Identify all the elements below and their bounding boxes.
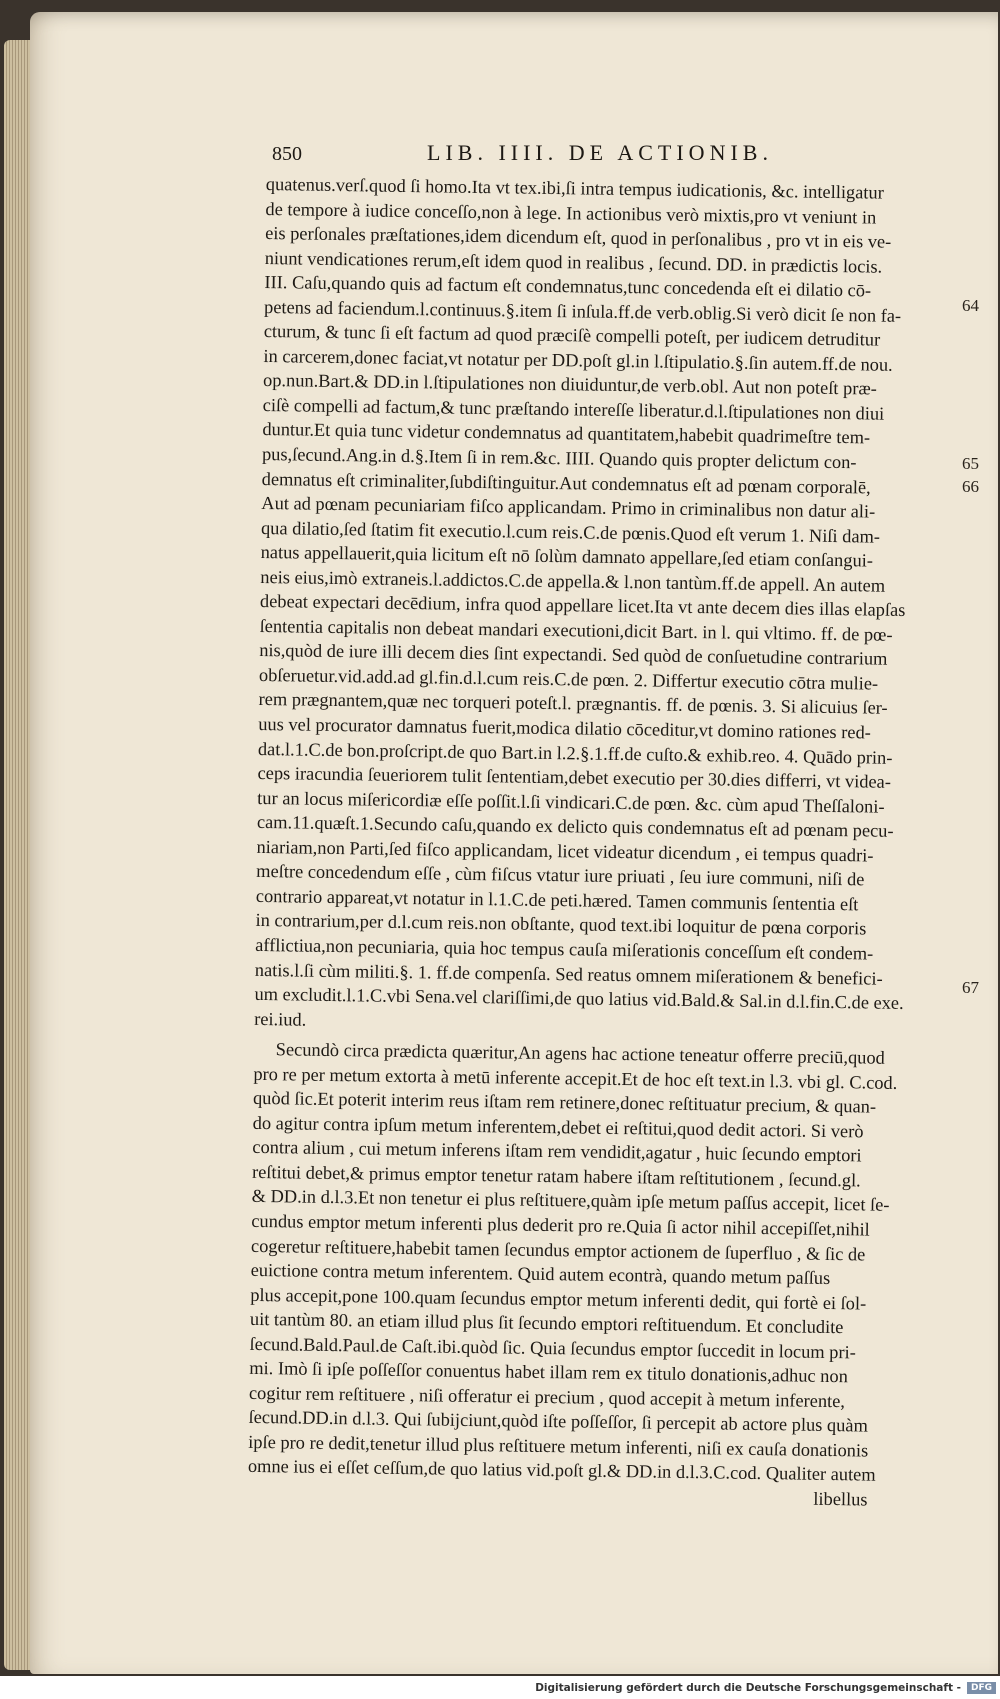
- text-line: cogitur rem reſtituere , niſi offeratur ei precium , quod accepit à metum inferente,: [248, 1382, 846, 1411]
- text-line: ſecund.Bald.Paul.de Caſt.ibi.quòd ſic. Quia ſecundus emptor ſuccedit in locum pri-: [249, 1333, 856, 1363]
- text-line: petens ad faciendum.l.continuus.§.item ſi inſula.ff.de verb.oblig.Si verò dicit ſe non fa-: [263, 296, 902, 326]
- text-line: ceps iracundia ſeueriorem tulit ſententiam,debet executio per 30.dies differri, vt videa-: [257, 763, 892, 792]
- text-line: meſtre concedendum eſſe , cùm fiſcus vtatur iure priuati , ſeu iure communi, niſi de: [256, 861, 865, 890]
- running-head: [272, 140, 932, 166]
- text-line: niariam,non Parti,ſed fiſco applicandam, licet videatur dicendum , ei tempus quadri-: [256, 836, 874, 866]
- margin-number: 67: [962, 978, 979, 997]
- paragraph-block-1: [254, 172, 956, 1041]
- text-line: in contrarium,per d.l.cum reis.non obſtante, quod text.ibi loquitur de pœna corporis: [255, 910, 867, 939]
- catchword: libellus: [813, 1488, 868, 1510]
- text-line: quòd ſic.Et poterit interim reus iſtam rem retinere,donec reſtituatur precium, & quan-: [252, 1088, 877, 1117]
- text-line: tur an locus miſericordiæ eſſe poſſit.l.ſi vindicari.C.de pœn. &c. cùm apud Theſſaloni-: [257, 787, 885, 817]
- text-line: cam.11.quæſt.1.Secundo caſu,quando ex delicto quis condemnatus eſt ad pœnam pecu-: [256, 812, 894, 842]
- text-line: debeat expectari decēdium, infra quod appellare licet.Ita vt ante decem dies illas elapſas: [259, 591, 906, 621]
- text-line: cogeretur reſtituere,habebit tamen ſecundus emptor actionem de ſuperfluo , & ſic de: [250, 1235, 866, 1264]
- text-line: duntur.Et quia tunc videtur condemnatus ad quantitatem,habebit quadrimeſtre tem-: [262, 419, 871, 448]
- text-line: & DD.in d.l.3.Et non tenetur ei plus reſtituere,quàm ipſe metum paſſus accepit, licet ſe-: [251, 1186, 890, 1216]
- text-line: omne ius ei eſſet ceſſum,de quo latius vid.poſt gl.& DD.in d.l.3.C.cod. Qualiter autem: [247, 1456, 876, 1486]
- text-line: uit tantùm 80. an etiam illud plus ſit ſecundo emptori reſtituendum. Et concludite: [249, 1309, 844, 1338]
- footer-credit: Digitalisierung gefördert durch die Deutsche Forschungsgemeinschaft -: [535, 1681, 961, 1694]
- text-line: qua dilatio,ſed ſtatim fit executio.l.cum reis.C.de pœnis.Quod eſt verum 1. Niſi dam-: [260, 517, 881, 547]
- body-text: [247, 172, 956, 1513]
- text-line: dat.l.1.C.de bon.proſcript.de quo Bart.in l.2.§.1.ff.de cuſto.& exhib.reo. 4. Quādo prin-: [257, 738, 893, 768]
- text-line: obſeruetur.vid.add.ad gl.fin.d.l.cum reis.C.de pœn. 2. Differtur executio cōtra mulie-: [258, 664, 879, 694]
- text-line: Aut ad pœnam pecuniariam fiſco applicandam. Primo in criminalibus non datur ali-: [261, 493, 876, 522]
- text-line: rei.iud.: [254, 1008, 307, 1030]
- text-line: contrario appareat,vt notatur in l.1.C.de peti.hæred. Tamen communis ſententia eſt: [255, 885, 859, 915]
- text-line: nis,quòd de iure illi decem dies ſint expectandi. Sed quòd de conſuetudine contrarium: [259, 640, 888, 670]
- text-line: pro re per metum extorta à metū inferente accepit.Et de hoc eſt text.in l.3. vbi gl. C.cod.: [253, 1063, 898, 1093]
- text-line: plus accepit,pone 100.quam ſecundus emptor metum inferenti dedit, qui fortè ei ſol-: [250, 1284, 867, 1314]
- text-line: neis eius,imò extraneis.l.addictos.C.de appella.& l.non tantùm.ff.de appell. An autem: [260, 566, 886, 596]
- text-line: natus appellauerit,quia licitum eſt nō ſolùm damnato appellare,ſed etiam conſangui-: [260, 542, 874, 571]
- text-line: pus,ſecund.Ang.in d.§.Item ſi in rem.&c. IIII. Quando quis propter delictum con-: [261, 443, 857, 473]
- text-line: afflictiua,non pecuniaria, quia hoc tempus cauſa miſerationis conceſſum eſt condem-: [255, 934, 874, 964]
- dfg-logo: DFG: [967, 1682, 996, 1694]
- text-line: uus vel procurator damnatus fuerit,modica dilatio cōceditur,vt domino rationes red-: [258, 713, 871, 743]
- text-line: eis perſonales præſtationes,idem dicendum eſt, quod in perſonalibus , pro vt in eis ve-: [265, 223, 892, 252]
- text-line: ciſè compelli ad factum,& tunc præſtando intereſſe liberatur.d.l.ſtipulationes non diui: [262, 394, 885, 424]
- text-line: cturum, & tunc ſi eſt factum ad quod præciſè compelli poteſt, per iudicem detruditur: [263, 321, 881, 350]
- digitization-footer: [0, 1676, 1000, 1699]
- text-line: ſententia capitalis non debeat mandari executioni,dicit Bart. in l. qui vltimo. ff. de pœ-: [259, 615, 893, 645]
- text-line: de tempore à iudice conceſſo,non à lege. In actionibus verò mixtis,pro vt veniunt in: [265, 198, 877, 228]
- page-number: 850: [272, 143, 302, 165]
- text-line: Secundò circa prædicta quæritur,An agens hac actione teneatur offerre preciū,quod: [275, 1039, 885, 1068]
- text-line: do agitur contra ipſum metum inferentem,debet ei reſtitui,quod dedit actori. Si verò: [252, 1112, 864, 1142]
- text-line: ſecund.DD.in d.l.3. Qui ſubijciunt,quòd iſte poſſeſſor, ſi percepit ab actore plus quàm: [248, 1407, 869, 1436]
- text-line: mi. Imò ſi ipſe poſſeſſor conuentus habet illam rem ex titulo donationis,adhuc non: [249, 1358, 848, 1387]
- text-line: cundus emptor metum inferenti plus dederit pro re.Quia ſi actor nihil accepiſſet,nihil: [251, 1210, 870, 1240]
- running-title: LIB. IIII. DE ACTIONIB.: [427, 140, 773, 165]
- text-line: ipſe pro re dedit,tenetur illud plus reſtituere metum inferenti, niſi ex cauſa donationis: [248, 1431, 869, 1461]
- text-line: reſtitui debet,& primus emptor tenetur ratam habere iſtam reſtitutionem , ſecund.gl.: [251, 1161, 861, 1191]
- text-line: euictione contra metum inferentem. Quid autem econtrà, quando metum paſſus: [250, 1259, 831, 1289]
- margin-number: 66: [962, 477, 979, 496]
- text-line: natis.l.ſi cùm militi.§. 1. ff.de compenſa. Sed reatus omnem miſerationem & benefici-: [254, 959, 883, 989]
- text-line: contra alium , cui metum inferens iſtam rem vendidit,agatur , huic ſecundo emptori: [252, 1137, 862, 1166]
- text-line: um excludit.l.1.C.vbi Sena.vel clariſſimi,de quo latius vid.Bald.& Sal.in d.l.fin.C.de exe.: [254, 983, 904, 1014]
- text-line: III. Caſu,quando quis ad factum eſt condemnatus,tunc concedenda eſt ei dilatio cō-: [264, 272, 872, 301]
- margin-number: 64: [962, 296, 979, 315]
- text-line: op.nun.Bart.& DD.in l.ſtipulationes non diuiduntur,de verb.obl. Aut non poteſt præ-: [262, 370, 877, 399]
- text-line: rem prægnantem,quæ nec torqueri poteſt.l. prægnantis. ff. de pœnis. 3. Si alicuius ſer-: [258, 689, 888, 719]
- text-line: quatenus.verſ.quod ſi homo.Ita vt tex.ibi,ſi intra tempus iudicationis, &c. intelligatur: [265, 173, 884, 203]
- text-line: demnatus eſt criminaliter,ſubdiſtinguitur.Aut condemnatus eſt ad pœnam corporalē,: [261, 468, 871, 498]
- text-line: in carcerem,donec faciat,vt notatur per DD.poſt gl.in l.ſtipulatio.§.ſin autem.ff.de nou.: [263, 345, 893, 375]
- text-line: niunt vendicationes rerum,eſt idem quod in realibus , ſecund. DD. in prædictis locis.: [264, 247, 883, 277]
- margin-number: 65: [962, 454, 979, 473]
- paragraph-block-2: [248, 1037, 944, 1488]
